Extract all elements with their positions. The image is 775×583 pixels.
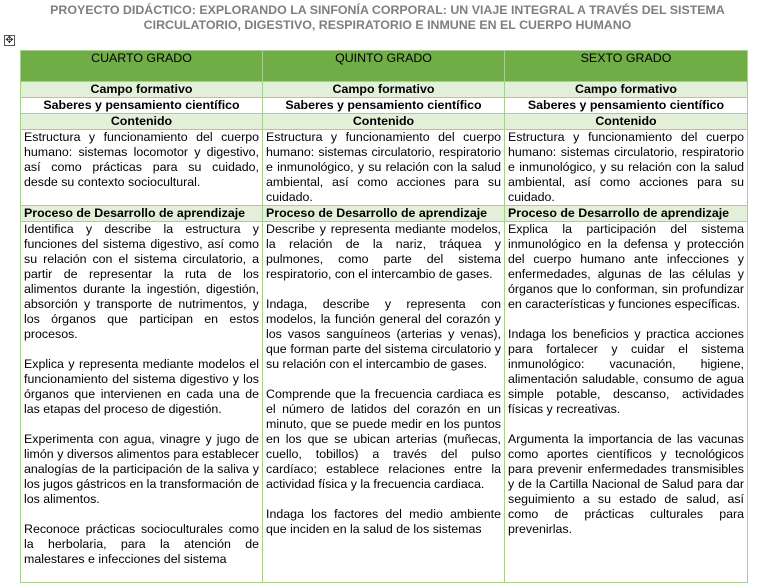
pda-paragraph: Indaga, describe y representa con modelos, la función general del corazón y los vasos sanguíneos (arterias y venas), que forman parte del sistema circulatorio y su relación con el intercambio de gases.	[266, 297, 501, 371]
contenido-label: Contenido	[505, 114, 748, 130]
contenido-row	[21, 130, 748, 206]
contenido-label: Contenido	[21, 114, 263, 130]
pda-paragraph: Reconoce prácticas socioculturales como la herbolaria, para la atención de malestares e infecciones del sistema	[24, 522, 259, 566]
grade-header-quinto: QUINTO GRADO	[263, 51, 505, 82]
document-title-line-2: CIRCULATORIO, DIGESTIVO, RESPIRATORIO E INMUNE EN EL CUERPO HUMANO	[143, 18, 632, 32]
document-title	[0, 3, 775, 33]
pda-paragraph: Indaga los beneficios y practica acciones para fortalecer y cuidar el sistema inmunológico: vacunación, higiene, alimentación saludable, consumo de agua simple potable, descanso, actividades físicas y recreativas.	[508, 327, 744, 416]
pda-paragraph: Comprende que la frecuencia cardiaca es el número de latidos del corazón en un minuto, que se puede medir en los puntos en los que se ubican arterias (muñecas, cuello, tobillos) a través del pulso cardíaco; establece relaciones entre la actividad física y la frecuencia cardiaca.	[266, 387, 501, 491]
saberes-label: Saberes y pensamiento científico	[21, 98, 263, 114]
pda-paragraph: Experimenta con agua, vinagre y jugo de limón y diversos alimentos para establecer analogías de la participación de la saliva y los jugos gástricos en la transformación de los alimentos.	[24, 432, 259, 506]
grade-header-sexto: SEXTO GRADO	[505, 51, 748, 82]
contenido-sexto: Estructura y funcionamiento del cuerpo humano: sistemas circulatorio, respiratorio e inmunológico, y su relación con la salud ambiental, así como acciones para su cuidado.	[505, 130, 748, 206]
campo-formativo-row	[21, 82, 748, 98]
pda-paragraph: Describe y representa mediante modelos, la relación de la nariz, tráquea y pulmones, como parte del sistema respiratorio, con el intercambio de gases.	[266, 222, 501, 281]
pda-content-row	[21, 222, 748, 583]
contenido-cuarto: Estructura y funcionamiento del cuerpo humano: sistemas locomotor y digestivo, así como prácticas para su cuidado, desde su contexto sociocultural.	[21, 130, 263, 206]
grade-header-row	[21, 51, 748, 82]
campo-formativo-label: Campo formativo	[263, 82, 505, 98]
pda-paragraph: Explica la participación del sistema inmunológico en la defensa y protección del cuerpo humano ante infecciones y enfermedades, algunas de las células y órganos que lo conforman, sin profundizar en características y funciones específicas.	[508, 222, 744, 311]
contenido-label-row	[21, 114, 748, 130]
pda-paragraph: Argumenta la importancia de las vacunas como aportes científicos y tecnológicos para prevenir enfermedades transmisibles y de la Cartilla Nacional de Salud para dar seguimiento a su estado de salud, así como de prácticas culturales para prevenirlas.	[508, 432, 744, 536]
move-arrows-icon[interactable]: ✥	[5, 35, 14, 46]
pda-label: Proceso de Desarrollo de aprendizaje	[263, 206, 505, 222]
curriculum-table	[20, 50, 748, 583]
pda-cuarto-cell	[21, 222, 263, 583]
grade-header-cuarto: CUARTO GRADO	[21, 51, 263, 82]
campo-formativo-label: Campo formativo	[505, 82, 748, 98]
campo-formativo-label: Campo formativo	[21, 82, 263, 98]
pda-paragraph: Indaga los factores del medio ambiente que inciden en la salud de los sistemas	[266, 507, 501, 536]
pda-sexto-cell	[505, 222, 748, 583]
contenido-label: Contenido	[263, 114, 505, 130]
pda-label: Proceso de Desarrollo de aprendizaje	[505, 206, 748, 222]
document-title-line-1: PROYECTO DIDÁCTICO: EXPLORANDO LA SINFONÍA CORPORAL: UN VIAJE INTEGRAL A TRAVÉS DEL SISTEMA	[50, 3, 725, 17]
pda-quinto-cell	[263, 222, 505, 583]
pda-paragraph: Explica y representa mediante modelos el funcionamiento del sistema digestivo y los órganos que intervienen en cada una de las etapas del proceso de digestión.	[24, 357, 259, 416]
pda-label: Proceso de Desarrollo de aprendizaje	[21, 206, 263, 222]
saberes-label: Saberes y pensamiento científico	[505, 98, 748, 114]
pda-paragraph: Identifica y describe la estructura y funciones del sistema digestivo, así como su relación con el sistema circulatorio, a partir de representar la ruta de los alimentos durante la ingestión, digestión, absorción y transporte de nutrimentos, y los órganos que participan en estos procesos.	[24, 222, 259, 341]
saberes-row	[21, 98, 748, 114]
pda-label-row	[21, 206, 748, 222]
contenido-quinto: Estructura y funcionamiento del cuerpo humano: sistemas circulatorio, respiratorio e inmunológico, y su relación con la salud ambiental, así como acciones para su cuidado.	[263, 130, 505, 206]
saberes-label: Saberes y pensamiento científico	[263, 98, 505, 114]
